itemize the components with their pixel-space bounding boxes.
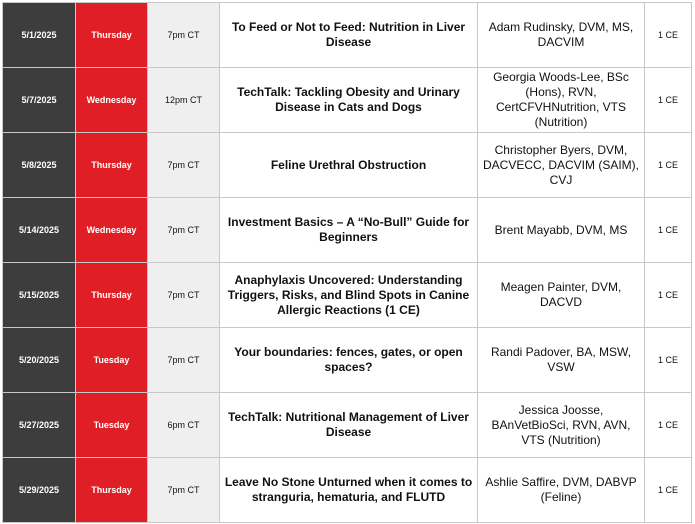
table-row bbox=[3, 393, 692, 458]
date-cell: 5/20/2025 bbox=[3, 328, 76, 393]
title-cell: Anaphylaxis Uncovered: Understanding Triggers, Risks, and Blind Spots in Canine Allergic Reactions (1 CE) bbox=[220, 263, 478, 328]
title-cell: Your boundaries: fences, gates, or open spaces? bbox=[220, 328, 478, 393]
ce-cell: 1 CE bbox=[645, 68, 692, 133]
schedule-body bbox=[3, 3, 692, 523]
ce-cell: 1 CE bbox=[645, 393, 692, 458]
table-row bbox=[3, 198, 692, 263]
speaker-cell: Randi Padover, BA, MSW, VSW bbox=[478, 328, 645, 393]
date-cell: 5/1/2025 bbox=[3, 3, 76, 68]
ce-cell: 1 CE bbox=[645, 3, 692, 68]
speaker-cell: Jessica Joosse, BAnVetBioSci, RVN, AVN, VTS (Nutrition) bbox=[478, 393, 645, 458]
ce-cell: 1 CE bbox=[645, 263, 692, 328]
time-cell: 7pm CT bbox=[148, 133, 220, 198]
speaker-cell: Adam Rudinsky, DVM, MS, DACVIM bbox=[478, 3, 645, 68]
title-cell: Leave No Stone Unturned when it comes to stranguria, hematuria, and FLUTD bbox=[220, 458, 478, 523]
day-cell: Thursday bbox=[76, 263, 148, 328]
date-cell: 5/8/2025 bbox=[3, 133, 76, 198]
webinar-schedule-table bbox=[2, 2, 692, 523]
time-cell: 6pm CT bbox=[148, 393, 220, 458]
ce-cell: 1 CE bbox=[645, 458, 692, 523]
speaker-cell: Ashlie Saffire, DVM, DABVP (Feline) bbox=[478, 458, 645, 523]
table-row bbox=[3, 328, 692, 393]
time-cell: 7pm CT bbox=[148, 458, 220, 523]
date-cell: 5/14/2025 bbox=[3, 198, 76, 263]
ce-cell: 1 CE bbox=[645, 133, 692, 198]
table-row bbox=[3, 68, 692, 133]
time-cell: 12pm CT bbox=[148, 68, 220, 133]
table-row bbox=[3, 458, 692, 523]
title-cell: TechTalk: Nutritional Management of Liver Disease bbox=[220, 393, 478, 458]
ce-cell: 1 CE bbox=[645, 198, 692, 263]
time-cell: 7pm CT bbox=[148, 263, 220, 328]
speaker-cell: Brent Mayabb, DVM, MS bbox=[478, 198, 645, 263]
table-row bbox=[3, 263, 692, 328]
title-cell: TechTalk: Tackling Obesity and Urinary Disease in Cats and Dogs bbox=[220, 68, 478, 133]
speaker-cell: Meagen Painter, DVM, DACVD bbox=[478, 263, 645, 328]
speaker-cell: Georgia Woods-Lee, BSc (Hons), RVN, CertCFVHNutrition, VTS (Nutrition) bbox=[478, 68, 645, 133]
title-cell: To Feed or Not to Feed: Nutrition in Liver Disease bbox=[220, 3, 478, 68]
time-cell: 7pm CT bbox=[148, 328, 220, 393]
day-cell: Tuesday bbox=[76, 393, 148, 458]
day-cell: Tuesday bbox=[76, 328, 148, 393]
date-cell: 5/15/2025 bbox=[3, 263, 76, 328]
day-cell: Thursday bbox=[76, 458, 148, 523]
time-cell: 7pm CT bbox=[148, 198, 220, 263]
date-cell: 5/7/2025 bbox=[3, 68, 76, 133]
table-row bbox=[3, 133, 692, 198]
title-cell: Investment Basics – A “No-Bull” Guide for Beginners bbox=[220, 198, 478, 263]
time-cell: 7pm CT bbox=[148, 3, 220, 68]
date-cell: 5/29/2025 bbox=[3, 458, 76, 523]
speaker-cell: Christopher Byers, DVM, DACVECC, DACVIM (SAIM), CVJ bbox=[478, 133, 645, 198]
day-cell: Wednesday bbox=[76, 68, 148, 133]
day-cell: Wednesday bbox=[76, 198, 148, 263]
date-cell: 5/27/2025 bbox=[3, 393, 76, 458]
table-row bbox=[3, 3, 692, 68]
title-cell: Feline Urethral Obstruction bbox=[220, 133, 478, 198]
ce-cell: 1 CE bbox=[645, 328, 692, 393]
day-cell: Thursday bbox=[76, 3, 148, 68]
day-cell: Thursday bbox=[76, 133, 148, 198]
